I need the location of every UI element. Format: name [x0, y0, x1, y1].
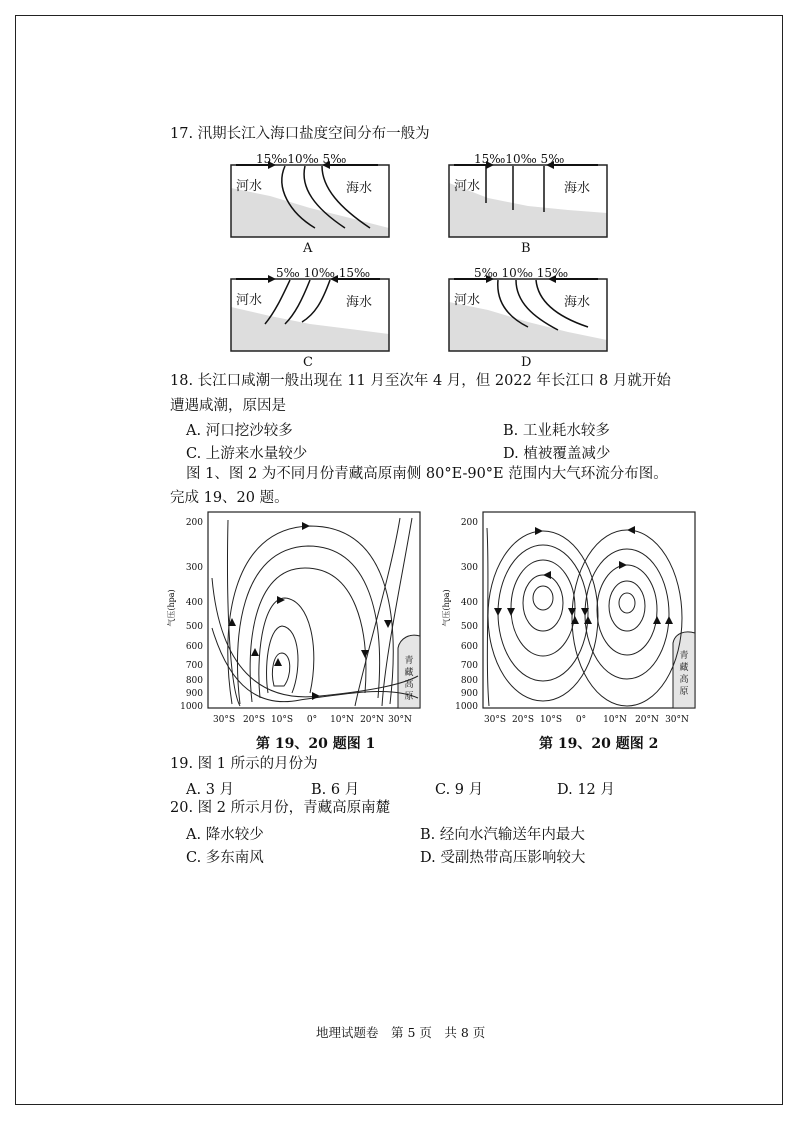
- q18-stem-line2: 遭遇咸潮，原因是: [170, 398, 286, 414]
- fig1-xtick-30s: 30°S: [212, 715, 236, 725]
- fig2-ytick-500: 500: [460, 622, 478, 632]
- diagram-a-top-labels: 15‰10‰ 5‰: [256, 152, 347, 166]
- fig2-ytick-1000: 1000: [455, 702, 478, 712]
- fig1-ytick-400: 400: [185, 598, 203, 608]
- diagram-a-sea: 海水: [346, 181, 373, 196]
- q18-stem-line1: 18. 长江口咸潮一般出现在 11 月至次年 4 月，但 2022 年长江口 8 月就开始: [170, 373, 671, 389]
- fig1-y-axis-label: 气压(hpa): [167, 589, 176, 627]
- q18-option-d: D. 植被覆盖减少: [503, 446, 611, 462]
- diagram-b-top-labels: 15‰10‰ 5‰: [474, 152, 565, 166]
- q19-option-c: C. 9 月: [435, 782, 484, 798]
- fig2-ytick-700: 700: [460, 661, 478, 671]
- q20-option-a: A. 降水较少: [186, 827, 264, 843]
- diagram-b-river: 河水: [454, 179, 481, 194]
- diagram-c-top-labels: 5‰ 10‰ 15‰: [276, 266, 371, 280]
- q20-stem: 20. 图 2 所示月份，青藏高原南麓: [170, 800, 391, 816]
- fig1-ytick-900: 900: [185, 689, 203, 699]
- fig1-caption: 第 19、20 题图 1: [256, 736, 376, 752]
- diagram-b-sea: 海水: [564, 181, 591, 196]
- diagram-c-label: C: [303, 355, 313, 370]
- diagram-d-sea: 海水: [564, 295, 591, 310]
- diagram-c-sea: 海水: [346, 295, 373, 310]
- fig1-ytick-700: 700: [185, 661, 203, 671]
- fig2-xtick-30n: 30°N: [665, 715, 689, 725]
- fig1-xtick-30n: 30°N: [388, 715, 412, 725]
- q19-stem: 19. 图 1 所示的月份为: [170, 756, 318, 772]
- q19-option-d: D. 12 月: [557, 782, 615, 798]
- fig2-plateau-char-4: 原: [679, 687, 689, 697]
- fig2-ytick-900: 900: [460, 689, 478, 699]
- q18-option-a: A. 河口挖沙较多: [186, 423, 293, 439]
- fig2-plateau-char-2: 藏: [679, 663, 689, 673]
- fig1-xtick-10n: 10°N: [330, 715, 354, 725]
- q18-option-b: B. 工业耗水较多: [503, 423, 610, 439]
- figure-1: [160, 508, 430, 730]
- fig1-xtick-10s: 10°S: [270, 715, 294, 725]
- fig2-xtick-20n: 20°N: [635, 715, 659, 725]
- fig1-ytick-800: 800: [185, 676, 203, 686]
- fig1-plateau-char-1: 青: [404, 656, 414, 666]
- fig1-ytick-500: 500: [185, 622, 203, 632]
- q19-option-a: A. 3 月: [186, 782, 235, 798]
- fig1-ytick-600: 600: [185, 642, 203, 652]
- fig1-plateau-char-4: 原: [404, 692, 414, 702]
- diagram-b-label: B: [521, 241, 531, 256]
- fig1-xtick-20n: 20°N: [360, 715, 384, 725]
- fig2-caption: 第 19、20 题图 2: [539, 736, 659, 752]
- diagram-d-river: 河水: [454, 293, 481, 308]
- diagram-a: [230, 152, 390, 242]
- fig2-xtick-20s: 20°S: [511, 715, 535, 725]
- q18-option-c: C. 上游来水量较少: [186, 446, 308, 462]
- q20-option-b: B. 经向水汽输送年内最大: [420, 827, 585, 843]
- diagram-c-river: 河水: [236, 293, 263, 308]
- fig2-y-axis-label: 气压(hpa): [442, 589, 451, 627]
- fig2-ytick-400: 400: [460, 598, 478, 608]
- fig1-plateau-char-2: 藏: [404, 668, 414, 678]
- q20-option-d: D. 受副热带高压影响较大: [420, 850, 586, 866]
- intro-line2: 完成 19、20 题。: [170, 490, 289, 506]
- diagram-d-label: D: [521, 355, 532, 370]
- q20-option-c: C. 多东南风: [186, 850, 264, 866]
- figure-2: [435, 508, 705, 730]
- diagram-a-label: A: [303, 241, 313, 256]
- fig2-xtick-30s: 30°S: [483, 715, 507, 725]
- fig2-xtick-10n: 10°N: [603, 715, 627, 725]
- q17-stem: 17. 汛期长江入海口盐度空间分布一般为: [170, 126, 430, 142]
- q19-option-b: B. 6 月: [311, 782, 360, 798]
- fig2-xtick-0: 0°: [575, 715, 587, 725]
- intro-line1: 图 1、图 2 为不同月份青藏高原南侧 80°E-90°E 范围内大气环流分布图。: [186, 466, 668, 482]
- fig1-xtick-20s: 20°S: [242, 715, 266, 725]
- fig2-ytick-600: 600: [460, 642, 478, 652]
- diagram-b: [448, 152, 608, 242]
- fig1-plateau-char-3: 高: [404, 680, 414, 690]
- fig1-xtick-0: 0°: [306, 715, 318, 725]
- fig2-plateau-char-3: 高: [679, 675, 689, 685]
- fig2-ytick-200: 200: [460, 518, 478, 528]
- diagram-c: [230, 266, 390, 356]
- fig1-ytick-200: 200: [185, 518, 203, 528]
- fig2-ytick-800: 800: [460, 676, 478, 686]
- diagram-d: [448, 266, 608, 356]
- diagram-d-top-labels: 5‰ 10‰ 15‰: [474, 266, 569, 280]
- page-footer: 地理试题卷 第 5 页 共 8 页: [316, 1025, 486, 1040]
- fig1-ytick-1000: 1000: [180, 702, 203, 712]
- fig2-plateau-char-1: 青: [679, 651, 689, 661]
- diagram-a-river: 河水: [236, 179, 263, 194]
- fig2-ytick-300: 300: [460, 563, 478, 573]
- fig2-xtick-10s: 10°S: [539, 715, 563, 725]
- fig1-ytick-300: 300: [185, 563, 203, 573]
